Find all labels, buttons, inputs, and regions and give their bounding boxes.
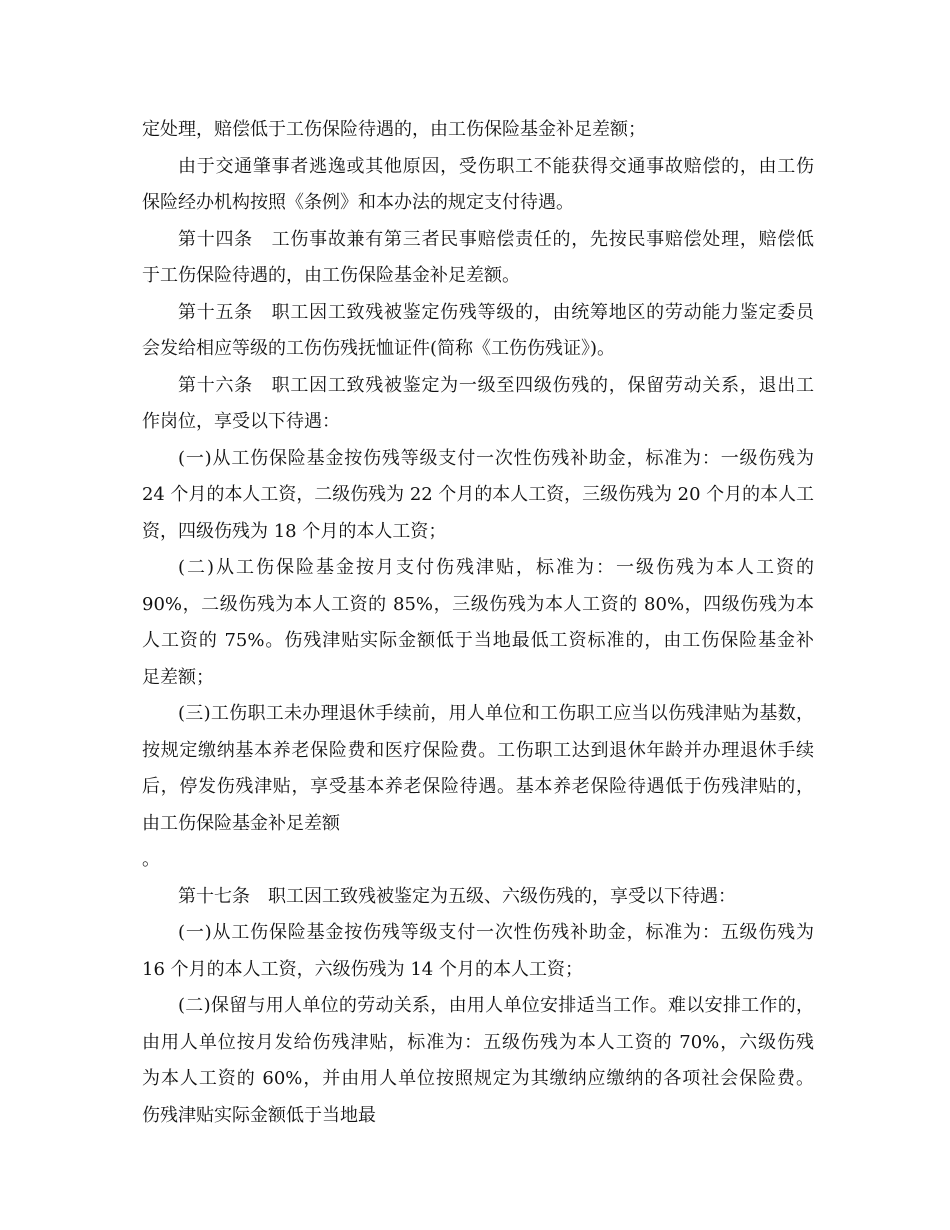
text-line: 伤残津贴实际金额低于当地最 xyxy=(142,1104,376,1126)
document-body xyxy=(142,112,814,1134)
text-line: 作岗位，享受以下待遇： xyxy=(142,411,340,432)
text-line: 按规定缴纳基本养老保险费和医疗保险费。工伤职工达到退休年龄并办理退休手续 xyxy=(142,739,814,761)
text-line: 24 个月的本人工资，二级伤残为 22 个月的本人工资，三级伤残为 20 个月的本人工 xyxy=(142,484,814,505)
text-line: 第十四条 工伤事故兼有第三者民事赔偿责任的，先按民事赔偿处理，赔偿低 xyxy=(178,228,814,250)
text-line: 由工伤保险基金补足差额 xyxy=(142,812,340,834)
text-line: 后，停发伤残津贴，享受基本养老保险待遇。基本养老保险待遇低于伤残津贴的， xyxy=(142,776,814,797)
text-line: (二)保留与用人单位的劳动关系，由用人单位安排适当工作。难以安排工作的， xyxy=(178,995,814,1016)
text-line: 90%，二级伤残为本人工资的 85%，三级伤残为本人工资的 80%，四级伤残为本 xyxy=(142,593,814,615)
text-line: 定处理，赔偿低于工伤保险待遇的，由工伤保险基金补足差额； xyxy=(142,119,646,140)
text-line: 16 个月的本人工资，六级伤残为 14 个月的本人工资； xyxy=(142,958,583,980)
text-line: (一)从工伤保险基金按伤残等级支付一次性伤残补助金，标准为：五级伤残为 xyxy=(178,922,814,943)
text-line: (一)从工伤保险基金按伤残等级支付一次性伤残补助金，标准为：一级伤残为 xyxy=(178,447,814,469)
text-line: (三)工伤职工未办理退休手续前，用人单位和工伤职工应当以伤残津贴为基数， xyxy=(178,703,814,724)
text-line: 于工伤保险待遇的，由工伤保险基金补足差额。 xyxy=(142,265,520,286)
text-line: 第十五条 职工因工致残被鉴定伤残等级的，由统筹地区的劳动能力鉴定委员 xyxy=(178,301,814,323)
text-line: 为本人工资的 60%，并由用人单位按照规定为其缴纳应缴纳的各项社会保险费。 xyxy=(142,1068,814,1089)
text-line: (二)从工伤保险基金按月支付伤残津贴，标准为：一级伤残为本人工资的 xyxy=(178,557,814,578)
text-line: 资，四级伤残为 18 个月的本人工资； xyxy=(142,520,447,542)
text-line: 足差额； xyxy=(142,666,214,688)
text-line: 。 xyxy=(142,849,160,870)
text-line: 由于交通肇事者逃逸或其他原因，受伤职工不能获得交通事故赔偿的，由工伤 xyxy=(178,155,814,177)
text-line: 由用人单位按月发给伤残津贴，标准为：五级伤残为本人工资的 70%，六级伤残 xyxy=(142,1031,814,1053)
text-line: 保险经办机构按照《条例》和本办法的规定支付待遇。 xyxy=(142,192,574,213)
text-line: 人工资的 75%。伤残津贴实际金额低于当地最低工资标准的，由工伤保险基金补 xyxy=(142,630,814,651)
text-line: 第十六条 职工因工致残被鉴定为一级至四级伤残的，保留劳动关系，退出工 xyxy=(178,374,814,396)
text-line: 会发给相应等级的工伤伤残抚恤证件(简称《工伤伤残证》)。 xyxy=(142,338,616,359)
text-line: 第十七条 职工因工致残被鉴定为五级、六级伤残的，享受以下待遇： xyxy=(178,885,736,907)
